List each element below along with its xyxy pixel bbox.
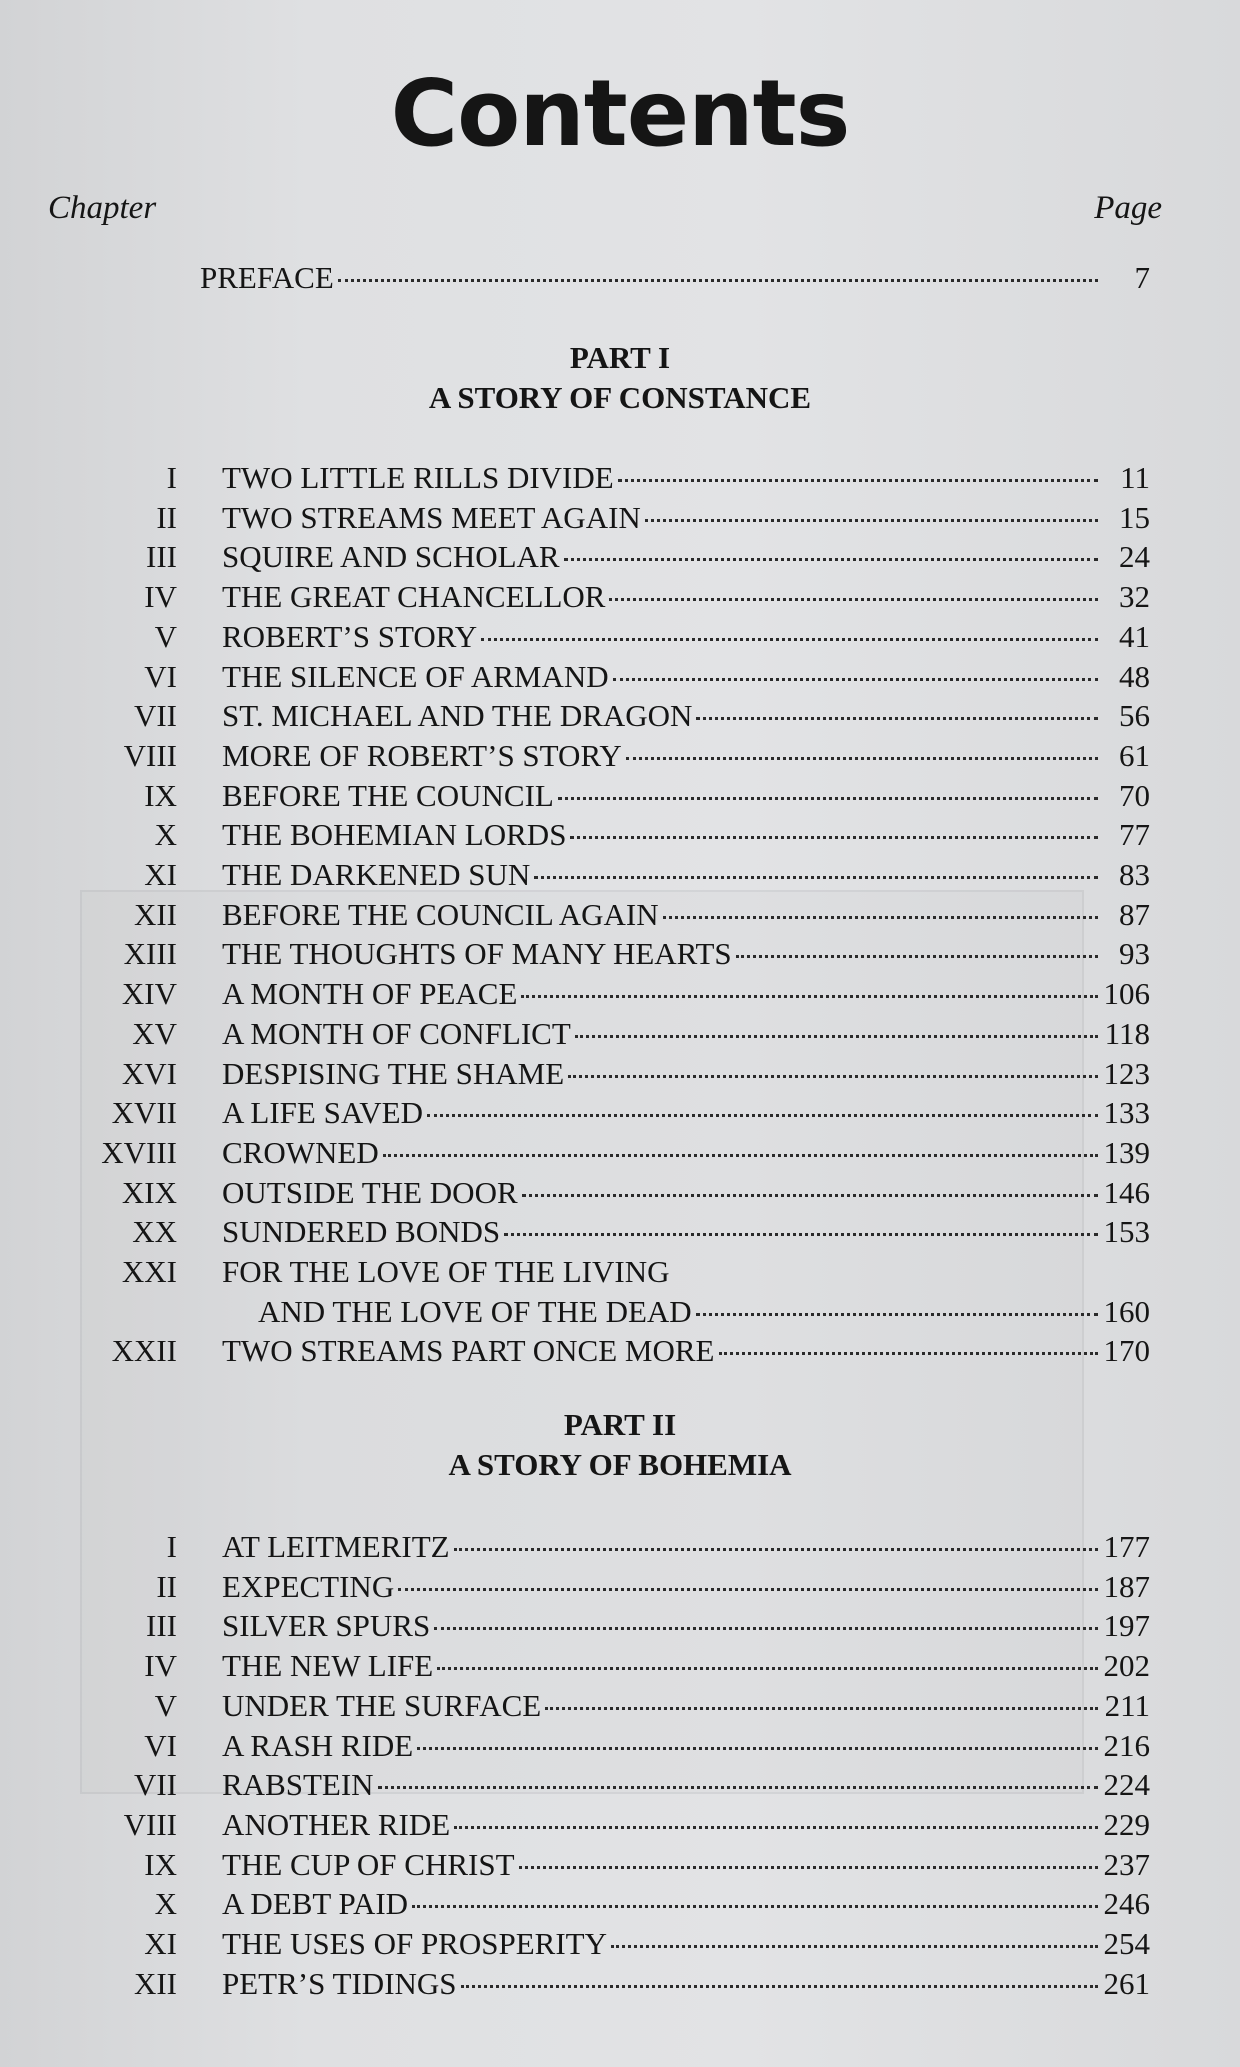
chapter-entry: [222, 1686, 1150, 1726]
dot-leader: [564, 558, 1098, 561]
chapter-page: 170: [1103, 1333, 1150, 1369]
chapter-number: X: [154, 817, 177, 853]
chapter-page: 15: [1119, 499, 1150, 535]
toc-row: [0, 1686, 1240, 1726]
chapter-title: UNDER THE SURFACE: [222, 1687, 542, 1723]
chapter-title: FOR THE LOVE OF THE LIVING: [222, 1254, 670, 1289]
dot-leader: [417, 1747, 1098, 1750]
chapter-title: THE SILENCE OF ARMAND: [222, 658, 609, 694]
chapter-entry: [222, 498, 1150, 538]
chapter-title: A LIFE SAVED: [222, 1095, 423, 1131]
chapter-page: 229: [1103, 1806, 1150, 1842]
chapter-number: XIII: [123, 936, 177, 972]
chapter-number: II: [156, 499, 177, 535]
chapter-page: 254: [1103, 1926, 1150, 1961]
chapter-page: 153: [1103, 1214, 1150, 1250]
chapter-entry: [222, 934, 1150, 974]
chapter-title: A DEBT PAID: [222, 1886, 409, 1922]
chapter-title: BEFORE THE COUNCIL: [222, 777, 554, 813]
chapter-title: ST. MICHAEL AND THE DRAGON: [222, 698, 693, 734]
chapter-entry: [222, 657, 1150, 697]
chapter-page: 11: [1120, 460, 1150, 495]
chapter-title: A RASH RIDE: [222, 1727, 414, 1763]
dot-leader: [383, 1154, 1098, 1157]
toc-row: [0, 1606, 1240, 1646]
chapter-title: CROWNED: [222, 1134, 379, 1170]
part-heading: PART I: [569, 340, 671, 375]
chapter-page: 83: [1119, 857, 1150, 892]
chapter-page: 139: [1103, 1134, 1150, 1170]
chapter-page: 48: [1119, 658, 1150, 694]
chapter-entry: [222, 617, 1150, 657]
chapter-number: X: [154, 1886, 177, 1922]
chapter-page: 41: [1119, 618, 1150, 654]
chapter-entry: [222, 1014, 1150, 1054]
toc-row: [0, 895, 1240, 935]
chapter-number: IX: [144, 777, 177, 813]
part-subtitle: A STORY OF CONSTANCE: [428, 380, 812, 415]
dot-leader: [427, 1114, 1098, 1117]
dot-leader: [461, 1985, 1098, 1988]
chapter-entry: [258, 1292, 1150, 1332]
chapter-entry: [222, 458, 1150, 498]
chapter-title: THE CUP OF CHRIST: [222, 1846, 515, 1882]
chapter-number: III: [146, 539, 177, 575]
chapter-title: THE NEW LIFE: [222, 1648, 434, 1684]
chapter-number: II: [156, 1568, 177, 1604]
dot-leader: [570, 836, 1098, 839]
chapter-number: XI: [144, 1926, 177, 1961]
dot-leader: [378, 1786, 1098, 1789]
chapter-entry: [222, 537, 1150, 577]
chapter-title: TWO STREAMS PART ONCE MORE: [222, 1333, 715, 1369]
toc-row: [0, 696, 1240, 736]
toc-row: [0, 1054, 1240, 1094]
dot-leader: [454, 1548, 1098, 1551]
chapter-title: THE THOUGHTS OF MANY HEARTS: [222, 936, 732, 972]
chapter-page: 87: [1119, 896, 1150, 932]
chapter-number: XII: [133, 896, 177, 932]
dot-leader: [618, 479, 1098, 482]
chapter-entry: [222, 974, 1150, 1014]
chapter-title: RABSTEIN: [222, 1767, 374, 1803]
chapter-entry: [222, 1964, 1150, 2004]
chapter-number: XVIII: [101, 1134, 177, 1170]
dot-leader: [545, 1707, 1098, 1710]
chapter-title: THE DARKENED SUN: [222, 857, 531, 892]
chapter-number: XXII: [111, 1333, 177, 1369]
chapter-page: 61: [1119, 737, 1150, 773]
chapter-title: SQUIRE AND SCHOLAR: [222, 539, 560, 575]
toc-row: [0, 855, 1240, 895]
chapter-page: 187: [1103, 1568, 1150, 1604]
chapter-page: 32: [1119, 579, 1150, 615]
chapter-number: IX: [144, 1846, 177, 1882]
chapter-page: 24: [1119, 539, 1150, 575]
chapter-page: 123: [1103, 1055, 1150, 1091]
toc-row: [0, 815, 1240, 855]
toc-row: [0, 1884, 1240, 1924]
chapter-number: XI: [144, 857, 177, 892]
chapter-title: EXPECTING: [222, 1568, 395, 1604]
chapter-number: V: [154, 618, 177, 654]
dot-leader: [522, 1194, 1098, 1197]
chapter-page: 237: [1103, 1846, 1150, 1882]
chapter-title: THE GREAT CHANCELLOR: [222, 579, 606, 615]
chapter-title: OUTSIDE THE DOOR: [222, 1174, 518, 1210]
chapter-entry: [222, 1054, 1150, 1094]
chapter-title: SILVER SPURS: [222, 1608, 431, 1644]
chapter-entry: [222, 1924, 1150, 1964]
chapter-entry: [222, 577, 1150, 617]
chapter-entry: [222, 1765, 1150, 1805]
chapter-entry: [222, 736, 1150, 776]
chapter-title: TWO STREAMS MEET AGAIN: [222, 499, 641, 535]
dot-leader: [412, 1905, 1098, 1908]
toc-row: [0, 736, 1240, 776]
chapter-entry: [222, 895, 1150, 935]
part-heading: PART II: [563, 1407, 677, 1442]
chapter-number: XIV: [121, 976, 177, 1012]
chapter-entry: [222, 696, 1150, 736]
chapter-title: PETR’S TIDINGS: [222, 1965, 457, 2001]
chapter-entry: [222, 1805, 1150, 1845]
chapter-title: BEFORE THE COUNCIL AGAIN: [222, 896, 659, 932]
chapter-entry: [222, 1331, 1150, 1371]
chapter-number: IV: [144, 579, 177, 615]
chapter-title: TWO LITTLE RILLS DIVIDE: [222, 460, 614, 495]
dot-leader: [719, 1352, 1099, 1355]
chapter-number: V: [154, 1687, 177, 1723]
toc-row: [0, 776, 1240, 816]
toc-row: [0, 974, 1240, 1014]
toc-row: [0, 1292, 1240, 1332]
part-subtitle: A STORY OF BOHEMIA: [448, 1447, 792, 1482]
dot-leader: [338, 279, 1098, 282]
chapter-entry: [222, 1173, 1150, 1213]
toc-row-preface: [0, 258, 1240, 298]
page-column-header: Page: [1094, 190, 1162, 226]
dot-leader: [663, 916, 1098, 919]
toc-row: [0, 1646, 1240, 1686]
dot-leader: [454, 1826, 1098, 1829]
chapter-entry: [222, 1845, 1150, 1885]
chapter-column-header: Chapter: [48, 190, 157, 226]
dot-leader: [645, 519, 1098, 522]
chapter-entry: [222, 1884, 1150, 1924]
chapter-number: I: [166, 1529, 177, 1564]
toc-row: [0, 1212, 1240, 1252]
toc-row: [0, 1133, 1240, 1173]
chapter-number: III: [146, 1608, 177, 1644]
chapter-entry: [222, 1567, 1150, 1607]
chapter-number: XIX: [121, 1174, 177, 1210]
chapter-number: VIII: [123, 1806, 177, 1842]
dot-leader: [736, 955, 1098, 958]
chapter-number: VI: [144, 658, 177, 694]
dot-leader: [398, 1588, 1098, 1591]
chapter-page: 77: [1119, 817, 1150, 853]
preface-page: 7: [1134, 260, 1150, 295]
chapter-title: MORE OF ROBERT’S STORY: [222, 737, 622, 773]
chapter-page: 93: [1119, 936, 1150, 972]
toc-row: [0, 1805, 1240, 1845]
chapter-entry: [222, 855, 1150, 895]
chapter-page: 202: [1103, 1648, 1150, 1684]
chapter-page: 211: [1104, 1687, 1150, 1723]
chapter-entry: [222, 1527, 1150, 1567]
toc-row: [0, 1093, 1240, 1133]
chapter-number: VIII: [123, 737, 177, 773]
chapter-page: 246: [1103, 1886, 1150, 1922]
chapter-title: THE BOHEMIAN LORDS: [222, 817, 567, 853]
chapter-entry: [222, 1646, 1150, 1686]
dot-leader: [481, 638, 1098, 641]
dot-leader: [558, 797, 1098, 800]
preface-title: PREFACE: [200, 260, 334, 295]
toc-row: [0, 617, 1240, 657]
toc-row: [0, 657, 1240, 697]
toc-row: [0, 498, 1240, 538]
page-title: Contents: [390, 60, 850, 167]
chapter-title: ROBERT’S STORY: [222, 618, 478, 654]
chapter-number: IV: [144, 1648, 177, 1684]
toc-row: [0, 1924, 1240, 1964]
chapter-page: 261: [1103, 1965, 1150, 2001]
chapter-title-continued: AND THE LOVE OF THE DEAD: [258, 1293, 692, 1329]
chapter-number: XX: [132, 1214, 177, 1250]
dot-leader: [437, 1667, 1098, 1670]
dot-leader: [534, 876, 1098, 879]
chapter-page: 197: [1103, 1608, 1150, 1644]
dot-leader: [519, 1866, 1098, 1869]
chapter-number: XV: [132, 1015, 177, 1051]
chapter-page: 224: [1103, 1767, 1150, 1803]
toc-row: [0, 1964, 1240, 2004]
chapter-number: VI: [144, 1727, 177, 1763]
chapter-page: 160: [1103, 1293, 1150, 1329]
dot-leader: [696, 1313, 1098, 1316]
dot-leader: [568, 1075, 1098, 1078]
chapter-number: VII: [133, 1767, 177, 1803]
chapter-page: 133: [1103, 1095, 1150, 1131]
chapter-entry: [222, 1212, 1150, 1252]
chapter-number: XVII: [111, 1095, 177, 1131]
toc-row: [0, 1726, 1240, 1766]
dot-leader: [611, 1945, 1098, 1948]
dot-leader: [626, 757, 1098, 760]
toc-row: [0, 1252, 1240, 1292]
toc-row: [0, 1173, 1240, 1213]
toc-row: [0, 1765, 1240, 1805]
chapter-page: 216: [1103, 1727, 1150, 1763]
toc-row: [0, 1845, 1240, 1885]
chapter-entry: [222, 776, 1150, 816]
chapter-entry: [222, 815, 1150, 855]
dot-leader: [696, 717, 1098, 720]
chapter-page: 56: [1119, 698, 1150, 734]
chapter-entry: [222, 1133, 1150, 1173]
chapter-page: 106: [1103, 976, 1150, 1012]
chapter-number: XVI: [121, 1055, 177, 1091]
chapter-entry: [222, 1726, 1150, 1766]
chapter-number: VII: [133, 698, 177, 734]
chapter-entry: [222, 1093, 1150, 1133]
toc-row: [0, 1014, 1240, 1054]
toc-row: [0, 934, 1240, 974]
dot-leader: [434, 1627, 1098, 1630]
chapter-title: THE USES OF PROSPERITY: [222, 1926, 607, 1961]
toc-row: [0, 1527, 1240, 1567]
dot-leader: [504, 1233, 1098, 1236]
toc-row: [0, 537, 1240, 577]
toc-row: [0, 1331, 1240, 1371]
chapter-page: 70: [1119, 777, 1150, 813]
chapter-page: 118: [1104, 1015, 1150, 1051]
chapter-page: 146: [1103, 1174, 1150, 1210]
toc-row: [0, 577, 1240, 617]
dot-leader: [521, 995, 1098, 998]
dot-leader: [575, 1035, 1098, 1038]
chapter-title: DESPISING THE SHAME: [222, 1055, 565, 1091]
chapter-number: I: [166, 460, 177, 495]
toc-row: [0, 458, 1240, 498]
chapter-title: A MONTH OF PEACE: [222, 976, 518, 1012]
chapter-number: XII: [133, 1965, 177, 2001]
chapter-number: XXI: [121, 1254, 177, 1289]
dot-leader: [613, 678, 1098, 681]
chapter-entry: [222, 1606, 1150, 1646]
chapter-title: A MONTH OF CONFLICT: [222, 1015, 571, 1051]
chapter-title: SUNDERED BONDS: [222, 1214, 501, 1250]
chapter-title: ANOTHER RIDE: [222, 1806, 451, 1842]
dot-leader: [609, 598, 1098, 601]
chapter-page: 177: [1103, 1529, 1150, 1564]
chapter-title: AT LEITMERITZ: [222, 1529, 450, 1564]
toc-row: [0, 1567, 1240, 1607]
